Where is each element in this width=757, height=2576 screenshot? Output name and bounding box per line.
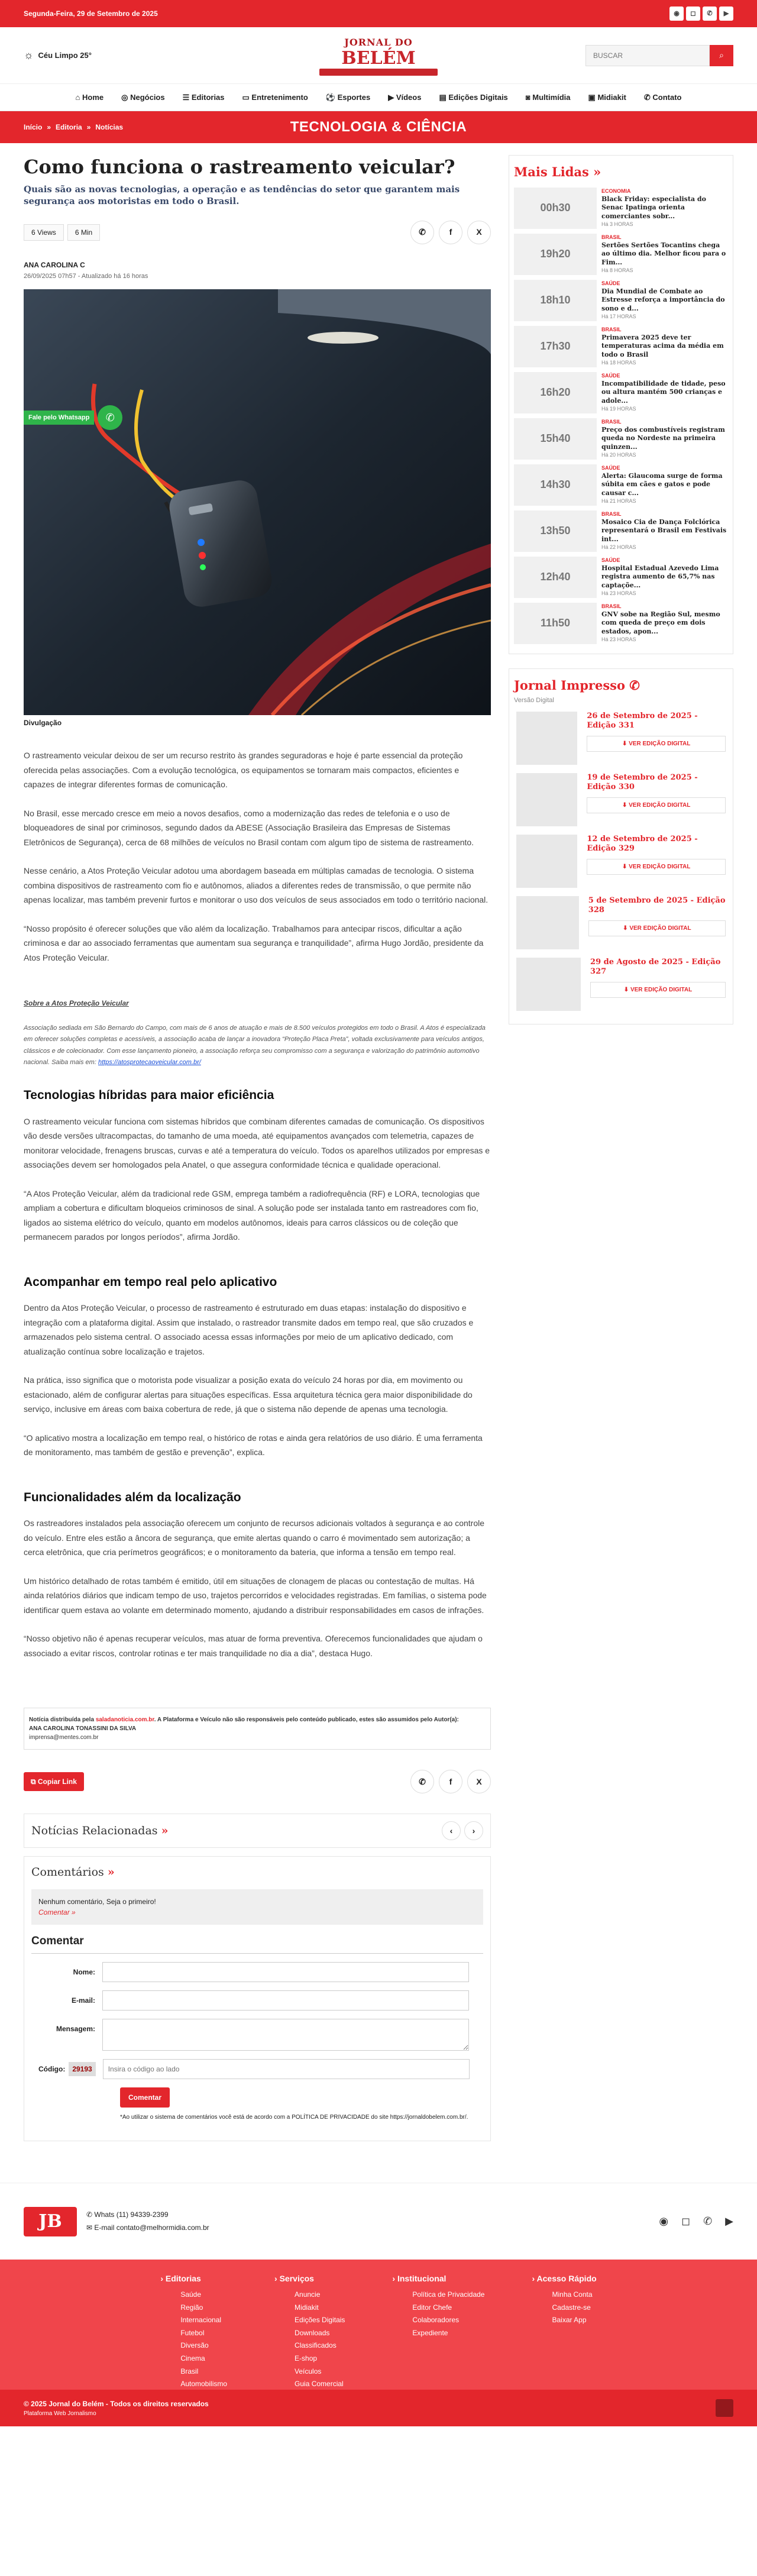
edition-cover[interactable] xyxy=(516,835,577,888)
item-category: BRASIL xyxy=(601,234,622,240)
article-date: 26/09/2025 07h57 - Atualizado há 16 horas xyxy=(24,272,148,280)
article-subtitle: Quais são as novas tecnologias, a operação e as tendências do setor que garantem mais segurança aos motoristas em todo o Brasil. xyxy=(24,184,460,207)
footer-link[interactable]: Downloads xyxy=(295,2328,330,2337)
search-input[interactable] xyxy=(585,45,710,66)
no-comments: Nenhum comentário, Seja o primeiro! Comentar » xyxy=(31,1889,483,1925)
nav-videos[interactable]: ▶ Vídeos xyxy=(388,92,422,102)
comment-link[interactable]: Comentar » xyxy=(38,1908,76,1916)
edition-title[interactable]: 26 de Setembro de 2025 - Edição 331 xyxy=(587,711,698,731)
edition-title[interactable]: 12 de Setembro de 2025 - Edição 329 xyxy=(587,834,698,854)
whatsapp-float[interactable] xyxy=(24,405,122,430)
item-category: BRASIL xyxy=(601,418,622,425)
nav-editorias[interactable]: ☰ Editorias xyxy=(182,92,225,102)
captcha-code: 29193 xyxy=(69,2062,95,2076)
download-icon: ⬇ xyxy=(623,987,630,994)
paragraph: “A Atos Proteção Veicular, além da tradicional rede GSM, emprega também a radiofrequência (RF) e LORA, tecnologias que ampliam a cobertura e dificultam bloqueios criminosos de sinal. A solução pode ser instalada tanto em rastreadores com fio, ligados ao sistema elétrico do veículo, quanto em modelos autônomos, ideais para carros clássicos ou de coleção que permanecem parados por longos períodos”, afirma Jordão. xyxy=(24,1188,480,1242)
edition-item xyxy=(514,773,728,826)
home-icon: ⌂ xyxy=(75,92,82,102)
item-time: 17h30 xyxy=(514,326,597,367)
notice-author: ANA CAROLINA TONASSINI DA SILVA xyxy=(29,1725,137,1732)
most-read-item[interactable] xyxy=(514,234,728,275)
related-news: Notícias Relacionadas » ‹ › xyxy=(24,1814,491,1848)
footer-link[interactable]: Região xyxy=(180,2303,203,2312)
article-image xyxy=(24,289,491,715)
about-text: Associação sediada em São Bernardo do Campo, com mais de 6 anos de atuação e mais de 8.500 veículos protegidos em todo o Brasil. A Atos é especializada em oferecer soluções completas e acessíveis, a associação acaba de lançar a inovadora “Proteção Placa Preta”, voltada exclusivamente para veículos antigos, clássicos e de colecionador. Com esse lançamento pioneiro, a associação reforça seu compromisso com a segurança e valorização do patrimônio automotivo nacional. Saiba mais em: https://atosprotecaoveicular.com.br/ xyxy=(24,1024,486,1066)
footer-column-title: › Acesso Rápido xyxy=(532,2274,597,2283)
section-heading: Acompanhar em tempo real pelo aplicativo xyxy=(24,1275,277,1289)
instagram-icon[interactable]: ◻ xyxy=(686,7,700,21)
chevron-icon: › xyxy=(274,2274,280,2283)
download-icon: ⬇ xyxy=(622,802,629,809)
most-read-item[interactable] xyxy=(514,188,728,229)
share-buttons xyxy=(410,221,491,244)
play-icon[interactable]: ▶ xyxy=(719,7,733,21)
edition-cover[interactable] xyxy=(516,958,581,1011)
weather-text: Céu Limpo 25° xyxy=(38,50,92,60)
footer-link[interactable]: Editor Chefe xyxy=(412,2303,452,2312)
crumb-editoria[interactable]: Editoria xyxy=(56,123,82,131)
item-category: ECONOMIA xyxy=(601,188,631,194)
distribution-notice: Notícia distribuída pela saladanoticia.com.br. A Plataforma e Veículo não são responsáveis pelo conteúdo publicado, estes são assumidos pelo Autor(a): ANA CAROLINA TONASSINI DA SILVA imprensa@mentes.com.br xyxy=(24,1708,491,1750)
item-age: Há 8 HORAS xyxy=(601,267,633,273)
edition-title[interactable]: 19 de Setembro de 2025 - Edição 330 xyxy=(587,773,698,792)
most-read-title: Mais Lidas » xyxy=(514,164,601,179)
share-buttons-bottom xyxy=(410,1770,491,1793)
tv-icon: ▭ xyxy=(242,92,252,102)
privacy-note: *Ao utilizar o sistema de comentários você está de acordo com a POLÍTICA DE PRIVACIDADE do site https://jornaldobelem.com.br/. xyxy=(120,2114,468,2121)
instagram-icon[interactable]: ◻ xyxy=(681,2215,691,2227)
chevron-icon: › xyxy=(532,2274,537,2283)
top-bar xyxy=(0,0,757,27)
item-time: 12h40 xyxy=(514,557,597,598)
crumb-noticias[interactable]: Notícias xyxy=(95,123,124,131)
footer-bottom xyxy=(0,2390,757,2426)
platform-credit: Plataforma Web Jornalismo xyxy=(24,2410,96,2417)
logo-main: BELÉM xyxy=(341,47,416,69)
captcha-input[interactable] xyxy=(103,2059,470,2079)
footer-column-title: › Editorias xyxy=(160,2274,201,2283)
view-edition-button[interactable]: ⬇ VER EDIÇÃO DIGITAL xyxy=(587,859,726,875)
download-icon: ⬇ xyxy=(622,741,629,748)
paragraph: Dentro da Atos Proteção Veicular, o processo de rastreamento é estruturado em duas etapas: instalação do dispositivo e integração com a plataforma digital. Assim que instalado, o rastreador transmite dados em tempo real, que são cruzados e armazenados pelo sistema central. O associado acessa essas informações por meio de um aplicativo dedicado, com atualização contínua sobre localização e trajetos. xyxy=(24,1303,474,1356)
item-time: 14h30 xyxy=(514,464,597,506)
tracker-photo xyxy=(24,289,491,715)
item-category: SAÚDE xyxy=(601,464,620,471)
link-icon: ⧉ xyxy=(31,1777,38,1786)
search-button[interactable] xyxy=(710,45,733,66)
item-age: Há 22 HORAS xyxy=(601,544,636,550)
item-age: Há 21 HORAS xyxy=(601,497,636,504)
notice-email: imprensa@mentes.com.br xyxy=(29,1734,99,1741)
phone-icon: ✆ xyxy=(643,92,653,102)
footer-link[interactable]: Veículos xyxy=(295,2367,322,2375)
footer-link[interactable]: Futebol xyxy=(180,2328,205,2337)
footer-whats: Whats (11) 94339-2399 xyxy=(94,2210,169,2219)
article xyxy=(24,155,491,2159)
item-time: 11h50 xyxy=(514,603,597,644)
category-title: TECNOLOGIA & CIÊNCIA xyxy=(290,119,467,135)
most-read-item[interactable] xyxy=(514,326,728,367)
footer-link[interactable]: Cinema xyxy=(180,2354,205,2362)
site-header xyxy=(0,27,757,84)
nav-multimidia[interactable]: ◙ Multimídia xyxy=(525,92,571,102)
view-edition-button[interactable]: ⬇ VER EDIÇÃO DIGITAL xyxy=(588,920,726,936)
item-title: GNV sobe na Região Sul, mesmo com queda de preço em dois estados, apon... xyxy=(601,610,720,635)
footer-link[interactable]: Baixar App xyxy=(552,2316,587,2325)
about-link[interactable]: https://atosprotecaoveicular.com.br/ xyxy=(98,1058,201,1066)
most-read-item[interactable] xyxy=(514,510,728,552)
chevron-icon: › xyxy=(392,2274,397,2283)
related-title: Notícias Relacionadas xyxy=(31,1824,158,1837)
phone-icon: ✆ xyxy=(629,677,640,693)
item-time: 19h20 xyxy=(514,234,597,275)
item-time: 18h10 xyxy=(514,280,597,321)
site-logo[interactable] xyxy=(319,35,438,76)
item-category: BRASIL xyxy=(601,326,622,332)
comments-section: Comentários » Nenhum comentário, Seja o primeiro! Comentar » Comentar Nome: E-mail: Mensagem: Código: 29193 Insira o código ao lado Comentar *Ao utilizar o sistema de comentários você está de acordo com a POLÍTICA DE PRIVACIDADE do site https://jornaldobelem.com.br/. xyxy=(24,1856,491,2141)
item-age: Há 23 HORAS xyxy=(601,636,636,642)
download-icon: ⬇ xyxy=(622,864,629,871)
whatsapp-icon[interactable]: ✆ xyxy=(98,405,122,430)
nav-negocios[interactable]: ◎ Negócios xyxy=(121,92,165,102)
edition-cover[interactable] xyxy=(516,712,577,765)
paragraph: No Brasil, esse mercado cresce em meio a novos desafios, como a modernização das redes de telefonia e o uso de bloqueadores de sinal por criminosos, segundo dados da ABESE (Associação Brasileira das Empresas de Sistemas Eletrônicos de Segurança), cerca de 68 milhões de veículos no Brasil contam com algum tipo de sistema de rastreamento. xyxy=(24,808,474,847)
most-read-item[interactable] xyxy=(514,464,728,506)
email-label: E-mail: xyxy=(71,1996,95,2005)
x-share-icon[interactable]: X xyxy=(467,221,491,244)
whatsapp-share-icon[interactable]: ✆ xyxy=(410,221,434,244)
most-read-item[interactable] xyxy=(514,372,728,413)
whatsapp-float-label: Fale pelo Whatsapp xyxy=(24,411,94,425)
item-category: SAÚDE xyxy=(601,280,620,286)
footer-link[interactable]: Cadastre-se xyxy=(552,2303,591,2312)
current-date: Segunda-Feira, 29 de Setembro de 2025 xyxy=(24,9,158,18)
paragraph: O rastreamento veicular funciona com sistemas híbridos que combinam diferentes camadas de comunicação. Os dispositivos vão desde versões ultracompactas, do tamanho de uma moeda, até equipamentos avançados com telemetria, capazes de monitorar velocidade, frenagens bruscas, curvas e até a temperatura do veículo. Todos os aparelhos utilizados por empresas e associações devem ser homologados pela Anatel, o que assegura conformidade técnica e qualidade operacional. xyxy=(24,1116,490,1169)
comments-title: Comentários xyxy=(31,1866,104,1879)
edition-item xyxy=(514,896,728,949)
edition-title[interactable]: 5 de Setembro de 2025 - Edição 328 xyxy=(588,896,726,915)
footer-column-title: › Institucional xyxy=(392,2274,447,2283)
footer-column xyxy=(274,2273,345,2390)
footer-links xyxy=(0,2260,757,2390)
item-age: Há 19 HORAS xyxy=(601,405,636,412)
item-age: Há 3 HORAS xyxy=(601,221,633,227)
weather-widget xyxy=(24,47,201,63)
platform-logo-icon[interactable] xyxy=(716,2399,733,2417)
item-age: Há 23 HORAS xyxy=(601,590,636,596)
video-icon: ▶ xyxy=(388,92,396,102)
paragraph: Na prática, isso significa que o motorista pode visualizar a posição exata do veículo 24 horas por dia, em movimento ou estacionado, além de configurar alertas para situações específicas. Essa arquitetura técnica gera maior disponibilidade do serviço, inclusive em áreas com baixa cobertura de rede, já que o sistema não depende de apenas uma tecnologia. xyxy=(24,1375,473,1414)
footer-link[interactable]: Internacional xyxy=(180,2316,222,2325)
copyright: © 2025 Jornal do Belém - Todos os direitos reservados xyxy=(24,2399,209,2408)
footer-link[interactable]: Anuncie xyxy=(295,2290,321,2299)
footer-column-title: › Serviços xyxy=(274,2274,314,2283)
nav-contato[interactable]: ✆ Contato xyxy=(643,92,682,102)
submit-comment-button[interactable]: Comentar xyxy=(120,2087,170,2108)
edition-item xyxy=(514,712,728,765)
footer-column xyxy=(160,2273,227,2390)
most-read-item[interactable] xyxy=(514,418,728,460)
most-read-item[interactable] xyxy=(514,557,728,598)
book-icon: ▤ xyxy=(439,92,449,102)
item-title: Sertões Sertões Tocantins chega ao último dia. Melhor ficou para o Fim... xyxy=(601,241,726,266)
copy-link-button[interactable]: ⧉ Copiar Link xyxy=(24,1772,84,1791)
nav-edicoes[interactable]: ▤ Edições Digitais xyxy=(439,92,508,102)
message-field[interactable] xyxy=(102,2019,469,2051)
mail-icon: ✉ xyxy=(86,2223,95,2232)
item-title: Incompatibilidade de tidade, peso ou altura mantém 500 crianças e adole... xyxy=(601,380,726,405)
footer-link[interactable]: Colaboradores xyxy=(412,2316,460,2325)
sun-icon: ☼ xyxy=(24,49,34,61)
item-category: SAÚDE xyxy=(601,372,620,379)
section-heading: Funcionalidades além da localização xyxy=(24,1490,241,1504)
chevron-right-icon[interactable]: › xyxy=(464,1821,483,1840)
most-read-box xyxy=(509,155,733,654)
list-icon: ☰ xyxy=(182,92,192,102)
footer-column xyxy=(532,2273,596,2390)
most-read-item[interactable] xyxy=(514,280,728,321)
nav-esportes[interactable]: ⚽ Esportes xyxy=(325,92,371,102)
sidebar xyxy=(509,155,733,2159)
footer-link[interactable]: Minha Conta xyxy=(552,2290,593,2299)
item-category: SAÚDE xyxy=(601,557,620,563)
article-body xyxy=(24,748,491,1660)
about-heading: Sobre a Atos Proteção Veicular xyxy=(24,999,129,1007)
item-age: Há 17 HORAS xyxy=(601,313,636,319)
crumb-inicio[interactable]: Início xyxy=(24,123,43,131)
article-author: ANA CAROLINA C xyxy=(24,260,85,269)
article-title: Como funciona o rastreamento veicular? xyxy=(24,156,455,178)
chevron-left-icon[interactable]: ‹ xyxy=(442,1821,461,1840)
printed-edition-box xyxy=(509,668,733,1024)
footer-link[interactable]: Edições Digitais xyxy=(295,2316,345,2325)
section-heading: Tecnologias híbridas para maior eficiência xyxy=(24,1088,274,1102)
search-icon: ⌕ xyxy=(719,50,724,60)
views-count: 6 Views xyxy=(24,224,64,241)
view-edition-button[interactable]: ⬇ VER EDIÇÃO DIGITAL xyxy=(587,797,726,813)
item-time: 15h40 xyxy=(514,418,597,460)
item-time: 00h30 xyxy=(514,188,597,229)
printed-edition-title: Jornal Impresso ✆ xyxy=(514,677,640,693)
whatsapp-icon: ✆ xyxy=(86,2210,95,2219)
paragraph: O rastreamento veicular deixou de ser um recurso restrito às grandes seguradoras e hoje é parte essencial da proteção oferecida pelas associações. Com a evolução tecnológica, os equipamentos se tornaram mais compactos, eficientes e capazes de integrar diferentes formas de comunicação. xyxy=(24,751,463,789)
rss-icon[interactable]: ◉ xyxy=(659,2215,669,2227)
footer-column xyxy=(392,2273,484,2390)
download-icon: ⬇ xyxy=(623,925,630,932)
item-title: Preço dos combustíveis registram queda no Nordeste na primeira quinzen... xyxy=(601,426,725,451)
facebook-share-icon[interactable]: f xyxy=(439,221,462,244)
logo-ornament xyxy=(319,69,438,76)
item-title: Dia Mundial de Combate ao Estresse reforça a importância do sono e d... xyxy=(601,287,725,312)
category-bar xyxy=(0,111,757,143)
logo-top: JORNAL DO xyxy=(344,36,413,48)
footer-email: E-mail contato@melhormidia.com.br xyxy=(94,2223,209,2232)
main-nav xyxy=(0,84,757,111)
edition-item xyxy=(514,835,728,888)
footer-link[interactable]: Diversão xyxy=(180,2341,209,2350)
rss-icon[interactable]: ◉ xyxy=(669,7,684,21)
edition-item xyxy=(514,958,728,1011)
name-field[interactable] xyxy=(102,1962,469,1982)
paragraph: Os rastreadores instalados pela associação oferecem um conjunto de recursos adicionais voltados à segurança e ao controle do veículo. Entre eles estão a âncora de segurança, que emite alertas quando o carro é movimentado sem autorização; a cerca eletrônica, que cria perímetros geográficos; e o monitoramento da bateria, que informa a tensão em tempo real. xyxy=(24,1518,484,1557)
breadcrumb: Início » Editoria » Notícias xyxy=(24,123,124,131)
item-title: Black Friday: especialista do Senac Ipatinga orienta comerciantes sobr... xyxy=(601,195,706,220)
footer-link[interactable]: E-shop xyxy=(295,2354,318,2362)
printed-edition-subtitle: Versão Digital xyxy=(514,697,554,704)
nav-home[interactable]: ⌂ Home xyxy=(75,92,104,102)
footer-link[interactable]: Saúde xyxy=(180,2290,202,2299)
view-edition-button[interactable]: ⬇ VER EDIÇÃO DIGITAL xyxy=(587,736,726,752)
footer-link[interactable]: Automobilismo xyxy=(180,2380,228,2388)
item-time: 13h50 xyxy=(514,510,597,552)
footer-contact xyxy=(0,2183,757,2260)
chevron-icon: › xyxy=(160,2274,166,2283)
item-title: Alerta: Glaucoma surge de forma súbita em cães e gatos e pode causar c... xyxy=(601,472,723,497)
paragraph: Nesse cenário, a Atos Proteção Veicular adotou uma abordagem baseada em múltiplas camadas de tecnologia. O sistema combina dispositivos de rastreamento com fio e autônomos, aliados a diferentes redes de transmissão, o que permite não apenas localizar, mas também prevenir furtos e monitorar o uso dos veículos de seus associados em todo o território nacional. xyxy=(24,866,489,904)
whatsapp-icon[interactable]: ✆ xyxy=(703,7,717,21)
paragraph: Um histórico detalhado de rotas também é emitido, útil em situações de clonagem de placas ou contestação de multas. Há ainda relatórios diários que indicam tempo de uso, trajetos percorridos e velocidades registradas. Em famílias, o sistema pode identificar quem estava ao volante em determinado momento, ajudando a distribuir responsabilidades em casos de infrações. xyxy=(24,1576,487,1615)
footer-link[interactable]: Brasil xyxy=(180,2367,199,2375)
x-share-icon[interactable]: X xyxy=(467,1770,491,1793)
edition-cover[interactable] xyxy=(516,773,577,826)
view-edition-button[interactable]: ⬇ VER EDIÇÃO DIGITAL xyxy=(590,982,726,998)
comment-form-title: Comentar xyxy=(31,1933,483,1954)
email-field[interactable] xyxy=(102,1990,469,2011)
facebook-share-icon[interactable]: f xyxy=(439,1770,462,1793)
edition-title[interactable]: 29 de Agosto de 2025 - Edição 327 xyxy=(590,957,721,977)
footer-link[interactable]: Política de Privacidade xyxy=(412,2290,485,2299)
item-age: Há 20 HORAS xyxy=(601,451,636,458)
code-label: Código: xyxy=(38,2065,66,2073)
coin-icon: ◎ xyxy=(121,92,131,102)
footer-link[interactable]: Guia Comercial xyxy=(295,2380,344,2388)
ball-icon: ⚽ xyxy=(325,92,338,102)
paragraph: “O aplicativo mostra a localização em tempo real, o histórico de rotas e ainda gera relatórios de uso diário. É uma ferramenta de monitoramento, mas também de gestão e prevenção”, explica. xyxy=(24,1433,483,1457)
most-read-item[interactable] xyxy=(514,603,728,644)
paragraph: “Nosso objetivo não é apenas recuperar veículos, mas atuar de forma preventiva. Oferecemos funcionalidades que ajudam o associado a evitar riscos, controlar rotinas e ter mais tranquilidade no dia a dia”, destaca Hugo. xyxy=(24,1634,483,1658)
item-age: Há 18 HORAS xyxy=(601,359,636,366)
whatsapp-share-icon[interactable]: ✆ xyxy=(410,1770,434,1793)
item-title: Hospital Estadual Azevedo Lima registra aumento de 65,7% nas captaçõe... xyxy=(601,564,719,589)
name-label: Nome: xyxy=(73,1968,95,1976)
read-time: 6 Min xyxy=(67,224,100,241)
item-category: BRASIL xyxy=(601,603,622,609)
footer-link[interactable]: Expediente xyxy=(412,2328,448,2337)
footer-link[interactable]: Classificados xyxy=(295,2341,337,2350)
play-icon[interactable]: ▶ xyxy=(725,2215,733,2227)
footer-logo[interactable]: JB xyxy=(24,2207,77,2236)
item-title: Mosaico Cia de Dança Folclórica representará o Brasil em Festivais int... xyxy=(601,518,727,543)
footer-link[interactable]: Midiakit xyxy=(295,2303,319,2312)
image-caption: Divulgação xyxy=(24,719,62,727)
item-title: Primavera 2025 deve ter temperaturas acima da média em todo o Brasil xyxy=(601,334,724,358)
paragraph: “Nosso propósito é oferecer soluções que vão além da localização. Trabalhamos para antecipar riscos, dificultar a ação criminosa e dar ao associado ferramentas que aumentam sua segurança e tranquilidade”, afirma Hugo Jordão, presidente da Atos Proteção Veicular. xyxy=(24,923,484,962)
edition-cover[interactable] xyxy=(516,896,579,949)
briefcase-icon: ▣ xyxy=(588,92,598,102)
item-time: 16h20 xyxy=(514,372,597,413)
whatsapp-icon[interactable]: ✆ xyxy=(703,2215,713,2227)
camera-icon: ◙ xyxy=(525,92,533,102)
nav-midiakit[interactable]: ▣ Midiakit xyxy=(588,92,626,102)
item-category: BRASIL xyxy=(601,510,622,517)
nav-entretenimento[interactable]: ▭ Entretenimento xyxy=(242,92,308,102)
source-link[interactable]: saladanoticia.com.br xyxy=(95,1717,154,1723)
message-label: Mensagem: xyxy=(56,2025,95,2033)
